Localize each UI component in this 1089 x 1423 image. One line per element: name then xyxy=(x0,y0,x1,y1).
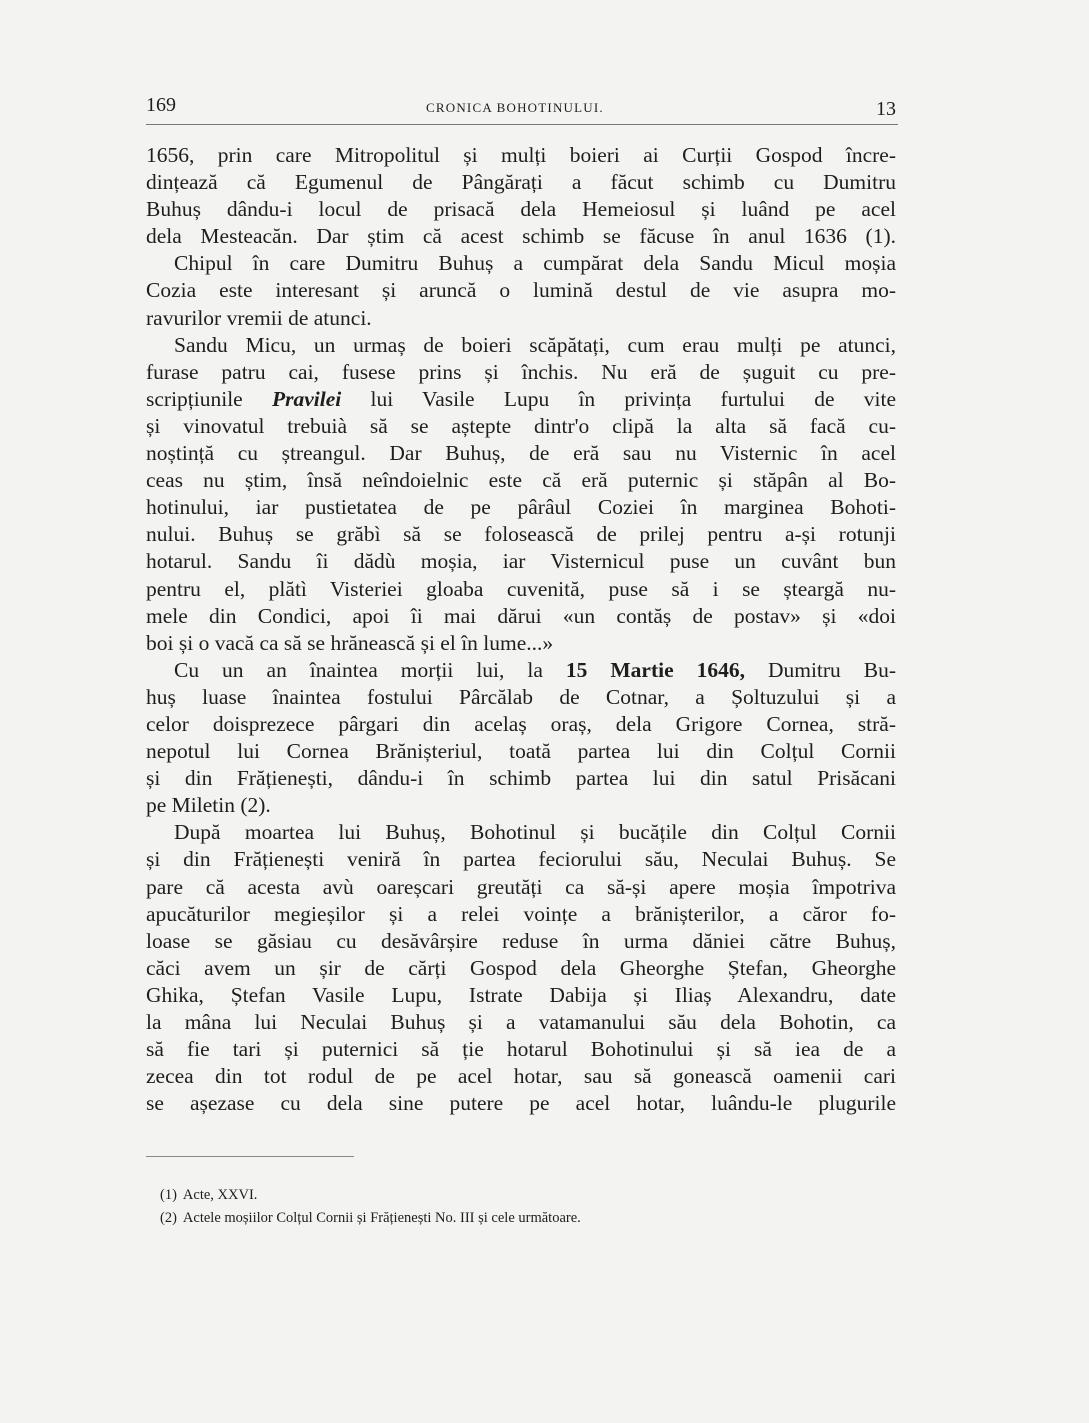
footnote-text: Actele moșiilor Colțul Cornii și Frățienești No. III și cele următoare. xyxy=(182,1210,581,1226)
running-title: CRONICA BOHOTINULUI. xyxy=(426,100,604,115)
text-line: loase se găsiau cu desăvârșire reduse în urma dăniei către Buhuș, xyxy=(146,928,896,953)
text-line: pentru el, plătì Visteriei gloaba cuvenită, puse să i se șteargă nu- xyxy=(146,576,896,601)
text-line: și din Frățienești veniră în partea feciorului său, Neculai Buhuș. Se xyxy=(146,847,896,872)
text-fragment: Cu un an înaintea morții lui, la xyxy=(174,657,543,682)
text-line: se așezase cu dela sine putere pe acel hotar, luându-le plugurile xyxy=(146,1091,896,1116)
text-line: căci avem un șir de cărți Gospod dela Gheorghe Ștefan, Gheorghe xyxy=(146,955,896,980)
footnote-text: Acte, XXVI. xyxy=(182,1187,258,1203)
text-line: boi și o vacă ca să se hrănească și el în lume...» xyxy=(146,630,554,655)
text-line: pe Miletin (2). xyxy=(146,793,271,818)
text-line: hotinului, iar pustietatea de pe pârâul Coziei în marginea Bohoti- xyxy=(146,495,896,520)
footnote-rule xyxy=(146,1156,354,1157)
text-line: nului. Buhuș se grăbì să se folosească de prilej pentru a-și rotunji xyxy=(146,522,896,547)
text-line: 1656, prin care Mitropolitul și mulți boieri ai Curții Gospod încre- xyxy=(146,143,896,167)
date-bold: 15 Martie 1646, xyxy=(565,657,745,682)
text-line: Buhuș dându-i locul de prisacă dela Hemeiosul și luând pe acel xyxy=(146,197,896,222)
text-line: Sandu Micu, un urmaș de boieri scăpătați, cum erau mulți pe atunci, xyxy=(174,332,896,357)
text-fragment: scripțiunile xyxy=(146,386,243,411)
text-line: noștință cu ștreangul. Dar Buhuș, de eră sau nu Visternic în acel xyxy=(146,441,896,466)
main-text xyxy=(146,142,896,1117)
running-header xyxy=(146,92,896,122)
text-line: și din Frățienești, dându-i în schimb partea lui din satul Prisăcani xyxy=(146,766,896,791)
text-line: Chipul în care Dumitru Buhuș a cumpărat dela Sandu Micul moșia xyxy=(174,251,896,276)
header-rule xyxy=(146,124,898,125)
footnotes xyxy=(160,1184,880,1230)
footnote xyxy=(160,1184,880,1207)
text-line: Ghika, Ștefan Vasile Lupu, Istrate Dabija și Iliaș Alexandru, date xyxy=(146,982,896,1007)
text-line: la mâna lui Neculai Buhuș și a vatamanului său dela Bohotin, ca xyxy=(146,1010,896,1034)
text-line: furase patru cai, fusese prins și închis. Nu eră de șuguit cu pre- xyxy=(146,359,896,384)
text-line: mele din Condici, apoi îi mai dărui «un contăș de postav» și «doi xyxy=(146,603,896,628)
footnote xyxy=(160,1207,880,1230)
footnote-number: (2) xyxy=(160,1210,177,1226)
text-line: pare că acesta avù oareșcari greutăți ca să-și apere moșia împotriva xyxy=(146,874,896,899)
text-line: După moartea lui Buhuș, Bohotinul și bucățile din Colțul Cornii xyxy=(174,820,896,845)
text-line: nepotul lui Cornea Brănișteriul, toată partea lui din Colțul Cornii xyxy=(146,739,896,764)
text-line: să fie tari și puternici să ție hotarul Bohotinului și să iea de a xyxy=(146,1037,896,1062)
text-fragment: lui Vasile Lupu în privința furtului de vite xyxy=(370,386,897,411)
text-line: Cozia este interesant și aruncă o lumină destul de vie asupra mo- xyxy=(146,278,896,303)
text-line: hotarul. Sandu îi dădù moșia, iar Visternicul puse un cuvânt bun xyxy=(146,549,896,574)
text-line: apucăturilor megieșilor și a relei voințe a brănișterilor, a căror fo- xyxy=(146,901,896,926)
text-line: ravurilor vremii de atunci. xyxy=(146,305,372,330)
text-fragment: Dumitru Bu- xyxy=(767,657,897,682)
text-line-date xyxy=(146,657,896,684)
text-line: și vinovatul trebuià să se aștepte dintr'o clipă la alta să facă cu- xyxy=(146,413,896,438)
text-line-pravilei xyxy=(146,386,896,413)
page-number: 13 xyxy=(876,98,896,120)
pravilei-italic: Pravilei xyxy=(271,386,342,411)
text-line: ceas nu știm, însă neîndoielnic este că eră puternic și stăpân al Bo- xyxy=(146,468,896,493)
text-line: zecea din tot rodul de pe acel hotar, sau să gonească oamenii cari xyxy=(146,1064,896,1089)
original-page-number: 169 xyxy=(146,94,176,116)
text-line: dela Mesteacăn. Dar știm că acest schimb se făcuse în anul 1636 (1). xyxy=(146,224,896,249)
footnote-number: (1) xyxy=(160,1187,177,1203)
text-line: celor doisprezece pârgari din acelaș oraș, dela Grigore Cornea, stră- xyxy=(146,711,896,736)
text-line: dințează că Egumenul de Pângărați a făcut schimb cu Dumitru xyxy=(146,170,896,195)
text-line: huș luase înaintea fostului Pârcălab de Cotnar, a Șoltuzului și a xyxy=(146,684,896,709)
